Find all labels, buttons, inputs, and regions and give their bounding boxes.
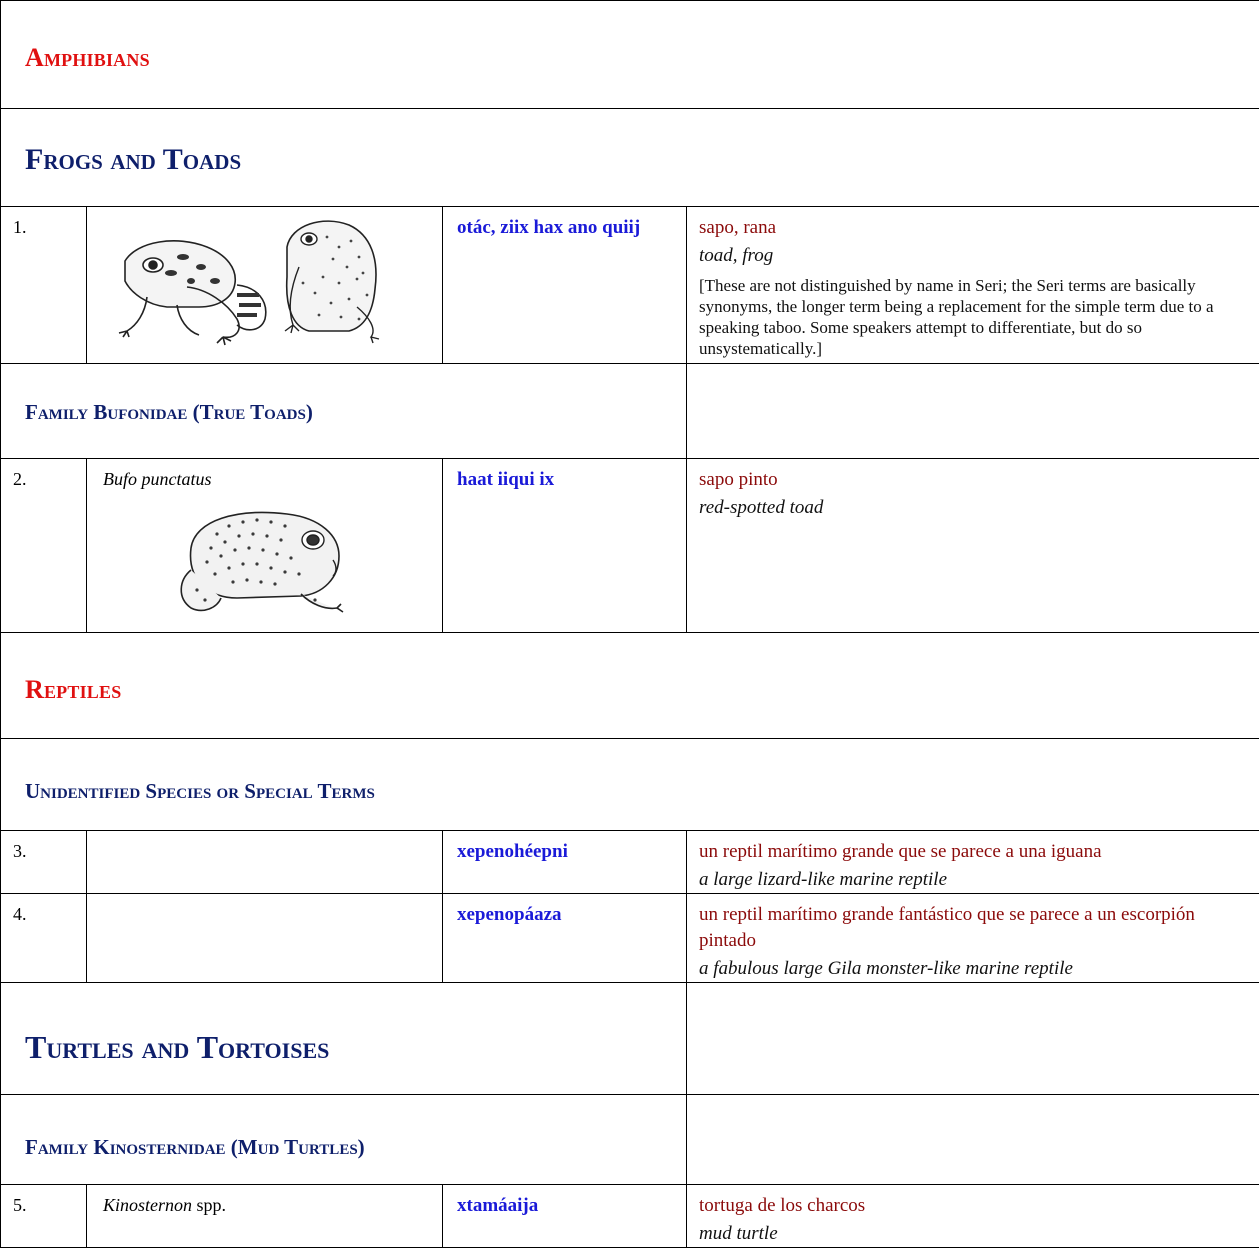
section-heading-reptiles: Reptiles xyxy=(1,633,1259,705)
section-heading-cell xyxy=(1,1095,687,1185)
entry-number: 1. xyxy=(1,207,86,238)
seri-term: xepenopáaza xyxy=(443,894,686,928)
scientific-name xyxy=(87,1185,442,1216)
empty-cell xyxy=(687,364,1259,459)
seri-term: xtamáaija xyxy=(443,1185,686,1219)
spanish-gloss: sapo, rana xyxy=(687,207,1259,241)
seri-term: xepenohéepni xyxy=(443,831,686,865)
seri-term-cell xyxy=(443,894,687,983)
table-row xyxy=(1,459,1259,633)
gloss-cell xyxy=(687,207,1259,364)
spotted-toad-drawing xyxy=(87,490,443,620)
seri-term: haat iiqui ix xyxy=(443,459,686,493)
english-gloss: a large lizard-like marine reptile xyxy=(687,865,1259,893)
frog-and-toad-drawing xyxy=(87,207,443,353)
entry-number-cell xyxy=(1,459,87,633)
section-heading-cell xyxy=(1,109,1259,207)
section-heading-cell xyxy=(1,983,687,1095)
empty-cell xyxy=(687,983,1259,1095)
section-row xyxy=(1,109,1259,207)
empty-cell xyxy=(687,1095,1259,1185)
english-gloss: toad, frog xyxy=(687,241,1259,269)
gloss-cell xyxy=(687,1185,1259,1248)
gloss-cell xyxy=(687,459,1259,633)
gloss-cell xyxy=(687,894,1259,983)
seri-term-cell xyxy=(443,207,687,364)
spanish-gloss: un reptil marítimo grande fantástico que se parece a un escorpión pintado xyxy=(687,894,1259,954)
section-heading-cell xyxy=(1,364,687,459)
illustration-cell xyxy=(87,207,443,364)
section-row xyxy=(1,364,1259,459)
scientific-name-cell xyxy=(87,831,443,894)
section-heading-frogs-toads: Frogs and Toads xyxy=(1,109,1259,177)
section-row xyxy=(1,1095,1259,1185)
seri-term: otác, ziix hax ano quiij xyxy=(443,207,686,241)
scientific-name-cell xyxy=(87,894,443,983)
gloss-cell xyxy=(687,831,1259,894)
section-row xyxy=(1,739,1259,831)
table-row xyxy=(1,207,1259,364)
section-heading-kinosternidae: Family Kinosternidae (Mud Turtles) xyxy=(1,1095,686,1160)
section-heading-unidentified: Unidentified Species or Special Terms xyxy=(1,739,1259,804)
table-row xyxy=(1,894,1259,983)
section-heading-bufonidae: Family Bufonidae (True Toads) xyxy=(1,364,686,425)
illustration-cell xyxy=(87,459,443,633)
english-gloss: red-spotted toad xyxy=(687,493,1259,521)
section-row xyxy=(1,1,1259,109)
spanish-gloss: sapo pinto xyxy=(687,459,1259,493)
section-heading-amphibians: Amphibians xyxy=(1,1,1259,73)
section-heading-cell xyxy=(1,739,1259,831)
scientific-genus: Kinosternon xyxy=(103,1195,192,1215)
seri-term-cell xyxy=(443,831,687,894)
entry-number-cell xyxy=(1,1185,87,1248)
table-row xyxy=(1,831,1259,894)
section-heading-turtles: Turtles and Tortoises xyxy=(1,983,686,1066)
table-row xyxy=(1,1185,1259,1248)
english-gloss: a fabulous large Gila monster-like marine reptile xyxy=(687,954,1259,982)
scientific-name-cell xyxy=(87,1185,443,1248)
english-gloss: mud turtle xyxy=(687,1219,1259,1247)
section-heading-cell xyxy=(1,633,1259,739)
section-row xyxy=(1,633,1259,739)
section-heading-cell xyxy=(1,1,1259,109)
scientific-name: Bufo punctatus xyxy=(87,459,442,490)
entry-number: 2. xyxy=(1,459,86,490)
entry-number: 4. xyxy=(1,894,86,925)
section-row xyxy=(1,983,1259,1095)
entry-number-cell xyxy=(1,894,87,983)
seri-term-cell xyxy=(443,1185,687,1248)
entry-note: [These are not distinguished by name in Seri; the Seri terms are basically synonyms, the longer term being a replacement for the simple term due to a speaking taboo. Some speakers attempt to differentiate, but do so unsystematically.] xyxy=(687,269,1259,363)
spanish-gloss: tortuga de los charcos xyxy=(687,1185,1259,1219)
entry-number: 5. xyxy=(1,1185,86,1216)
spanish-gloss: un reptil marítimo grande que se parece a una iguana xyxy=(687,831,1259,865)
seri-term-cell xyxy=(443,459,687,633)
scientific-suffix: spp. xyxy=(192,1195,226,1215)
entry-number-cell xyxy=(1,831,87,894)
entry-number-cell xyxy=(1,207,87,364)
entry-number: 3. xyxy=(1,831,86,862)
